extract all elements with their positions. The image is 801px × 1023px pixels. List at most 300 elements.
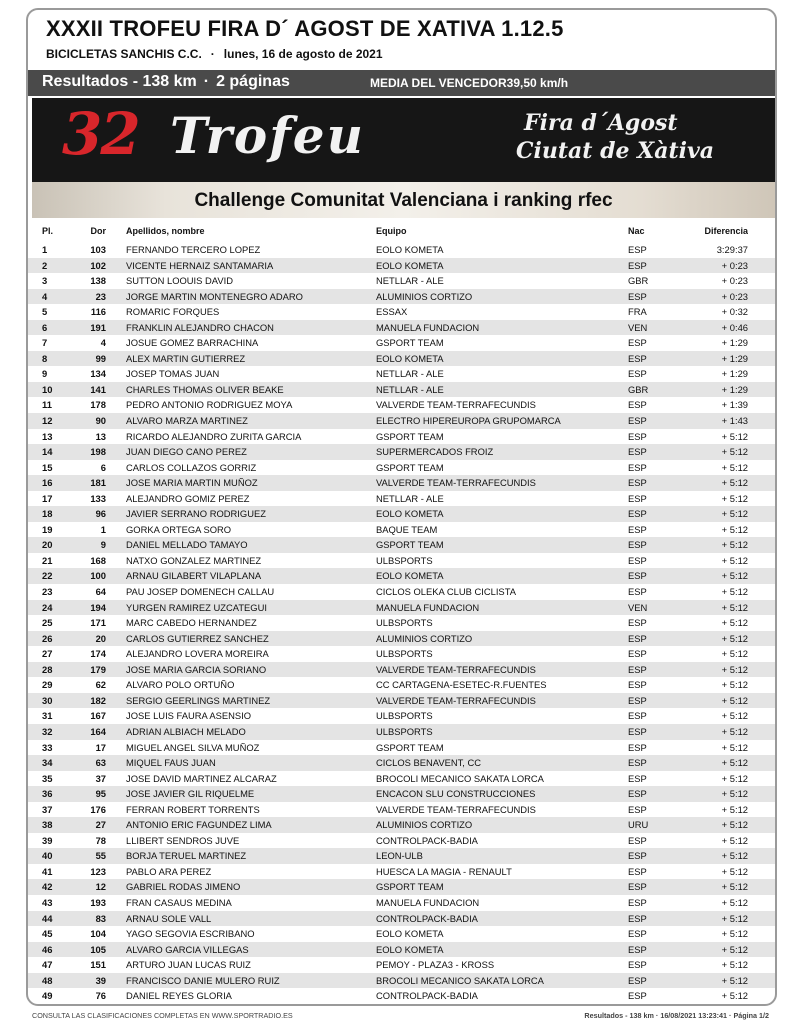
table-row	[28, 771, 775, 787]
bar-separator: ·	[203, 73, 210, 90]
cell-nationality: ESP	[628, 865, 647, 877]
cell-difference: + 5:12	[721, 586, 748, 598]
cell-difference: + 5:12	[721, 912, 748, 924]
cell-difference: + 5:12	[721, 896, 748, 908]
cell-difference: + 0:23	[721, 290, 748, 302]
cell-name: YURGEN RAMIREZ UZCATEGUI	[126, 601, 267, 613]
table-row	[28, 662, 775, 678]
cell-nationality: ESP	[628, 741, 647, 753]
cell-name: GABRIEL RODAS JIMENO	[126, 881, 241, 893]
table-row	[28, 957, 775, 973]
table-row	[28, 833, 775, 849]
cell-nationality: ESP	[628, 850, 647, 862]
cell-difference: + 0:32	[721, 306, 748, 318]
cell-team: VALVERDE TEAM-TERRAFECUNDIS	[376, 399, 536, 411]
cell-bib: 171	[90, 617, 106, 629]
cell-bib: 20	[95, 632, 106, 644]
cell-name: ALVARO GARCIA VILLEGAS	[126, 943, 249, 955]
table-row	[28, 506, 775, 522]
cell-difference: + 5:12	[721, 772, 748, 784]
cell-team: CONTROLPACK-BADIA	[376, 990, 478, 1002]
cell-nationality: ESP	[628, 772, 647, 784]
cell-name: SUTTON LOOUIS DAVID	[126, 275, 233, 287]
cell-difference: + 5:12	[721, 508, 748, 520]
cell-difference: + 0:23	[721, 259, 748, 271]
table-row	[28, 646, 775, 662]
cell-name: ADRIAN ALBIACH MELADO	[126, 725, 246, 737]
cell-bib: 100	[90, 570, 106, 582]
cell-position: 20	[42, 539, 53, 551]
header-nationality: Nac	[628, 226, 645, 236]
cell-position: 33	[42, 741, 53, 753]
cell-nationality: ESP	[628, 632, 647, 644]
cell-difference: + 5:12	[721, 803, 748, 815]
cell-position: 29	[42, 679, 53, 691]
cell-bib: 181	[90, 477, 106, 489]
table-row	[28, 879, 775, 895]
cell-name: ANTONIO ERIC FAGUNDEZ LIMA	[126, 819, 272, 831]
table-row	[28, 304, 775, 320]
cell-bib: 198	[90, 446, 106, 458]
cell-team: NETLLAR - ALE	[376, 368, 444, 380]
cell-nationality: ESP	[628, 710, 647, 722]
cell-team: NETLLAR - ALE	[376, 383, 444, 395]
table-row	[28, 802, 775, 818]
cell-difference: + 1:29	[721, 368, 748, 380]
cell-bib: 141	[90, 383, 106, 395]
cell-nationality: ESP	[628, 912, 647, 924]
cell-difference: + 5:12	[721, 990, 748, 1002]
cell-team: GSPORT TEAM	[376, 430, 444, 442]
cell-nationality: ESP	[628, 415, 647, 427]
event-banner	[32, 98, 775, 182]
table-row	[28, 475, 775, 491]
cell-bib: 102	[90, 259, 106, 271]
cell-name: ARNAU GILABERT VILAPLANA	[126, 570, 262, 582]
cell-nationality: ESP	[628, 244, 647, 255]
cell-position: 24	[42, 601, 53, 613]
cell-bib: 99	[95, 352, 106, 364]
cell-position: 37	[42, 803, 53, 815]
cell-nationality: ESP	[628, 508, 647, 520]
cell-team: GSPORT TEAM	[376, 337, 444, 349]
table-row	[28, 289, 775, 305]
table-row	[28, 926, 775, 942]
table-header	[28, 222, 775, 242]
cell-difference: + 5:12	[721, 725, 748, 737]
cell-name: FRAN CASAUS MEDINA	[126, 896, 232, 908]
cell-name: SERGIO GEERLINGS MARTINEZ	[126, 694, 271, 706]
cell-team: ALUMINIOS CORTIZO	[376, 819, 473, 831]
cell-bib: 134	[90, 368, 106, 380]
cell-team: GSPORT TEAM	[376, 539, 444, 551]
cell-bib: 191	[90, 321, 106, 333]
cell-team: ULBSPORTS	[376, 617, 433, 629]
table-row	[28, 444, 775, 460]
cell-team: MANUELA FUNDACION	[376, 321, 480, 333]
cell-difference: 3:29:37	[716, 244, 748, 255]
cell-position: 8	[42, 352, 48, 364]
cell-bib: 96	[95, 508, 106, 520]
cell-difference: + 5:12	[721, 539, 748, 551]
cell-position: 34	[42, 757, 53, 769]
cell-nationality: ESP	[628, 679, 647, 691]
cell-name: JUAN DIEGO CANO PEREZ	[126, 446, 247, 458]
results-bar	[28, 70, 775, 96]
cell-name: GORKA ORTEGA SORO	[126, 523, 232, 535]
cell-nationality: ESP	[628, 959, 647, 971]
cell-bib: 193	[90, 896, 106, 908]
cell-bib: 39	[95, 974, 106, 986]
table-row	[28, 242, 775, 258]
cell-position: 13	[42, 430, 53, 442]
cell-difference: + 5:12	[721, 819, 748, 831]
cell-name: PAU JOSEP DOMENECH CALLAU	[126, 586, 275, 598]
cell-bib: 105	[90, 943, 106, 955]
table-row	[28, 600, 775, 616]
cell-team: ULBSPORTS	[376, 554, 433, 566]
cell-bib: 13	[95, 430, 106, 442]
cell-nationality: ESP	[628, 648, 647, 660]
table-row	[28, 755, 775, 771]
table-row	[28, 786, 775, 802]
cell-bib: 83	[95, 912, 106, 924]
cell-team: BAQUE TEAM	[376, 523, 438, 535]
cell-name: JOSE MARIA MARTIN MUÑOZ	[126, 477, 258, 489]
cell-nationality: ESP	[628, 446, 647, 458]
cell-nationality: FRA	[628, 306, 647, 318]
table-row	[28, 584, 775, 600]
cell-position: 9	[42, 368, 48, 380]
cell-team: ALUMINIOS CORTIZO	[376, 290, 473, 302]
cell-difference: + 5:12	[721, 694, 748, 706]
cell-team: VALVERDE TEAM-TERRAFECUNDIS	[376, 694, 536, 706]
cell-bib: 164	[90, 725, 106, 737]
header-name: Apellidos, nombre	[126, 226, 205, 236]
cell-difference: + 5:12	[721, 523, 748, 535]
header-bib: Dor	[90, 226, 106, 236]
cell-bib: 182	[90, 694, 106, 706]
cell-nationality: ESP	[628, 757, 647, 769]
cell-position: 42	[42, 881, 53, 893]
cell-position: 1	[42, 244, 48, 255]
cell-bib: 174	[90, 648, 106, 660]
cell-difference: + 5:12	[721, 601, 748, 613]
cell-team: ULBSPORTS	[376, 725, 433, 737]
table-row	[28, 740, 775, 756]
cell-position: 27	[42, 648, 53, 660]
cell-bib: 64	[95, 586, 106, 598]
cell-position: 46	[42, 943, 53, 955]
cell-position: 32	[42, 725, 53, 737]
table-row	[28, 335, 775, 351]
table-row	[28, 708, 775, 724]
cell-team: LEON-ULB	[376, 850, 423, 862]
cell-difference: + 0:23	[721, 275, 748, 287]
cell-name: ALVARO MARZA MARTINEZ	[126, 415, 248, 427]
cell-name: JOSE JAVIER GIL RIQUELME	[126, 788, 255, 800]
cell-bib: 1	[100, 523, 106, 535]
cell-name: BORJA TERUEL MARTINEZ	[126, 850, 247, 862]
header-team: Equipo	[376, 226, 407, 236]
cell-difference: + 1:29	[721, 352, 748, 364]
table-row	[28, 429, 775, 445]
cell-name: FRANKLIN ALEJANDRO CHACON	[126, 321, 274, 333]
cell-nationality: ESP	[628, 290, 647, 302]
cell-nationality: ESP	[628, 368, 647, 380]
cell-difference: + 5:12	[721, 446, 748, 458]
cell-bib: 9	[100, 539, 106, 551]
cell-team: HUESCA LA MAGIA - RENAULT	[376, 865, 512, 877]
cell-team: NETLLAR - ALE	[376, 492, 444, 504]
cell-difference: + 5:12	[721, 943, 748, 955]
cell-difference: + 5:12	[721, 477, 748, 489]
table-row	[28, 366, 775, 382]
table-row	[28, 693, 775, 709]
cell-difference: + 5:12	[721, 461, 748, 473]
cell-name: ROMARIC FORQUES	[126, 306, 220, 318]
cell-name: JOSE MARIA GARCIA SORIANO	[126, 663, 267, 675]
table-row	[28, 817, 775, 833]
cell-name: FRANCISCO DANIE MULERO RUIZ	[126, 974, 280, 986]
cell-name: JOSUE GOMEZ BARRACHINA	[126, 337, 259, 349]
table-row	[28, 491, 775, 507]
cell-difference: + 5:12	[721, 850, 748, 862]
cell-bib: 178	[90, 399, 106, 411]
cell-position: 25	[42, 617, 53, 629]
cell-team: SUPERMERCADOS FROIZ	[376, 446, 494, 458]
table-row	[28, 677, 775, 693]
cell-bib: 62	[95, 679, 106, 691]
cell-nationality: ESP	[628, 586, 647, 598]
cell-nationality: ESP	[628, 399, 647, 411]
cell-position: 40	[42, 850, 53, 862]
cell-team: ELECTRO HIPEREUROPA GRUPOMARCA	[376, 415, 561, 427]
cell-team: ENCACON SLU CONSTRUCCIONES	[376, 788, 536, 800]
cell-name: MARC CABEDO HERNANDEZ	[126, 617, 257, 629]
cell-team: BROCOLI MECANICO SAKATA LORCA	[376, 974, 544, 986]
cell-difference: + 5:12	[721, 554, 748, 566]
banner-trofeu-word: Trofeu	[170, 106, 365, 165]
cell-team: CICLOS OLEKA CLUB CICLISTA	[376, 586, 516, 598]
cell-name: FERRAN ROBERT TORRENTS	[126, 803, 260, 815]
table-row	[28, 351, 775, 367]
cell-team: BROCOLI MECANICO SAKATA LORCA	[376, 772, 544, 784]
cell-name: LLIBERT SENDROS JUVE	[126, 834, 240, 846]
cell-name: ALEX MARTIN GUTIERREZ	[126, 352, 246, 364]
cell-position: 26	[42, 632, 53, 644]
cell-bib: 37	[95, 772, 106, 784]
cell-name: VICENTE HERNAIZ SANTAMARIA	[126, 259, 274, 271]
cell-nationality: ESP	[628, 352, 647, 364]
cell-position: 41	[42, 865, 53, 877]
cell-nationality: ESP	[628, 725, 647, 737]
cell-nationality: ESP	[628, 896, 647, 908]
cell-nationality: ESP	[628, 788, 647, 800]
cell-bib: 103	[90, 244, 106, 255]
cell-team: EOLO KOMETA	[376, 508, 444, 520]
cell-name: ALEJANDRO GOMIZ PEREZ	[126, 492, 250, 504]
footer-page-info: Resultados - 138 km · 16/08/2021 13:23:41 · Página 1/2	[584, 1011, 769, 1020]
cell-bib: 78	[95, 834, 106, 846]
cell-team: ESSAX	[376, 306, 408, 318]
cell-difference: + 5:12	[721, 741, 748, 753]
cell-team: EOLO KOMETA	[376, 943, 444, 955]
cell-name: JOSE LUIS FAURA ASENSIO	[126, 710, 252, 722]
cell-position: 19	[42, 523, 53, 535]
table-row	[28, 413, 775, 429]
table-row	[28, 397, 775, 413]
cell-team: ULBSPORTS	[376, 648, 433, 660]
cell-nationality: ESP	[628, 928, 647, 940]
cell-position: 39	[42, 834, 53, 846]
cell-difference: + 1:29	[721, 383, 748, 395]
cell-position: 28	[42, 663, 53, 675]
challenge-title: Challenge Comunitat Valenciana i ranking rfec	[194, 190, 613, 211]
cell-nationality: ESP	[628, 663, 647, 675]
cell-bib: 95	[95, 788, 106, 800]
cell-position: 18	[42, 508, 53, 520]
cell-nationality: ESP	[628, 492, 647, 504]
cell-difference: + 5:12	[721, 959, 748, 971]
cell-name: MIGUEL ANGEL SILVA MUÑOZ	[126, 741, 260, 753]
cell-position: 14	[42, 446, 53, 458]
cell-position: 3	[42, 275, 48, 287]
cell-difference: + 5:12	[721, 492, 748, 504]
table-row	[28, 631, 775, 647]
cell-bib: 63	[95, 757, 106, 769]
race-date: lunes, 16 de agosto de 2021	[223, 47, 383, 61]
cell-name: JOSEP TOMAS JUAN	[126, 368, 220, 380]
cell-position: 44	[42, 912, 53, 924]
cell-bib: 17	[95, 741, 106, 753]
winner-average-speed: MEDIA DEL VENCEDOR39,50 km/h	[370, 76, 569, 90]
cell-difference: + 1:43	[721, 415, 748, 427]
cell-difference: + 1:29	[721, 337, 748, 349]
cell-position: 21	[42, 554, 53, 566]
cell-bib: 176	[90, 803, 106, 815]
footer-website-note: CONSULTA LAS CLASIFICACIONES COMPLETAS EN WWW.SPORTRADIO.ES	[32, 1011, 293, 1020]
cell-nationality: ESP	[628, 694, 647, 706]
cell-nationality: ESP	[628, 834, 647, 846]
cell-name: ARNAU SOLE VALL	[126, 912, 212, 924]
cell-difference: + 5:12	[721, 757, 748, 769]
cell-name: JAVIER SERRANO RODRIGUEZ	[126, 508, 266, 520]
cell-bib: 138	[90, 275, 106, 287]
cell-difference: + 5:12	[721, 632, 748, 644]
cell-team: EOLO KOMETA	[376, 259, 444, 271]
cell-team: VALVERDE TEAM-TERRAFECUNDIS	[376, 663, 536, 675]
banner-edition-number: 32	[62, 100, 139, 168]
cell-bib: 76	[95, 990, 106, 1002]
table-row	[28, 320, 775, 336]
cell-team: EOLO KOMETA	[376, 570, 444, 582]
cell-position: 15	[42, 461, 53, 473]
cell-team: MANUELA FUNDACION	[376, 601, 480, 613]
cell-position: 17	[42, 492, 53, 504]
table-row	[28, 615, 775, 631]
cell-name: JORGE MARTIN MONTENEGRO ADARO	[126, 290, 303, 302]
table-row	[28, 522, 775, 538]
table-row	[28, 273, 775, 289]
table-row	[28, 553, 775, 569]
cell-bib: 4	[100, 337, 106, 349]
banner-fira-line: Fira d´Agost	[524, 110, 678, 136]
cell-team: CC CARTAGENA-ESETEC-R.FUENTES	[376, 679, 547, 691]
cell-name: ARTURO JUAN LUCAS RUIZ	[126, 959, 251, 971]
table-row	[28, 382, 775, 398]
results-sheet	[26, 8, 777, 1006]
cell-position: 43	[42, 896, 53, 908]
subtitle-separator: ·	[210, 47, 215, 61]
table-row	[28, 895, 775, 911]
header-position: Pl.	[42, 226, 54, 236]
cell-difference: + 5:12	[721, 788, 748, 800]
cell-nationality: ESP	[628, 461, 647, 473]
cell-nationality: ESP	[628, 990, 647, 1002]
cell-nationality: GBR	[628, 383, 649, 395]
cell-position: 48	[42, 974, 53, 986]
banner-city-line: Ciutat de Xàtiva	[516, 138, 715, 164]
cell-team: VALVERDE TEAM-TERRAFECUNDIS	[376, 477, 536, 489]
cell-team: NETLLAR - ALE	[376, 275, 444, 287]
table-row	[28, 942, 775, 958]
race-subtitle	[46, 47, 383, 61]
cell-bib: 23	[95, 290, 106, 302]
cell-difference: + 5:12	[721, 710, 748, 722]
cell-position: 6	[42, 321, 48, 333]
cell-name: NATXO GONZALEZ MARTINEZ	[126, 554, 262, 566]
cell-bib: 116	[90, 306, 106, 318]
cell-name: YAGO SEGOVIA ESCRIBANO	[126, 928, 255, 940]
cell-difference: + 5:12	[721, 834, 748, 846]
cell-position: 36	[42, 788, 53, 800]
cell-position: 7	[42, 337, 48, 349]
cell-team: EOLO KOMETA	[376, 352, 444, 364]
race-title: XXXII TROFEU FIRA D´ AGOST DE XATIVA 1.12.5	[46, 16, 564, 41]
cell-nationality: ESP	[628, 259, 647, 271]
cell-position: 11	[42, 399, 52, 411]
cell-difference: + 5:12	[721, 679, 748, 691]
cell-team: GSPORT TEAM	[376, 881, 444, 893]
cell-name: ALEJANDRO LOVERA MOREIRA	[126, 648, 269, 660]
cell-name: PEDRO ANTONIO RODRIGUEZ MOYA	[126, 399, 293, 411]
cell-name: DANIEL MELLADO TAMAYO	[126, 539, 248, 551]
cell-bib: 27	[95, 819, 106, 831]
cell-team: CONTROLPACK-BADIA	[376, 834, 478, 846]
cell-position: 23	[42, 586, 53, 598]
cell-name: JOSE DAVID MARTINEZ ALCARAZ	[126, 772, 277, 784]
cell-bib: 151	[90, 959, 106, 971]
cell-position: 16	[42, 477, 53, 489]
header-difference: Diferencia	[704, 226, 748, 236]
table-row	[28, 258, 775, 274]
cell-bib: 55	[95, 850, 106, 862]
cell-nationality: ESP	[628, 617, 647, 629]
cell-bib: 123	[90, 865, 106, 877]
page-count: 2 páginas	[216, 73, 290, 90]
table-row	[28, 537, 775, 553]
cell-nationality: ESP	[628, 430, 647, 442]
cell-bib: 133	[90, 492, 106, 504]
cell-difference: + 5:12	[721, 430, 748, 442]
table-row	[28, 460, 775, 476]
cell-bib: 6	[100, 461, 106, 473]
cell-bib: 90	[95, 415, 106, 427]
table-row	[28, 848, 775, 864]
table-row	[28, 973, 775, 989]
cell-nationality: ESP	[628, 523, 647, 535]
